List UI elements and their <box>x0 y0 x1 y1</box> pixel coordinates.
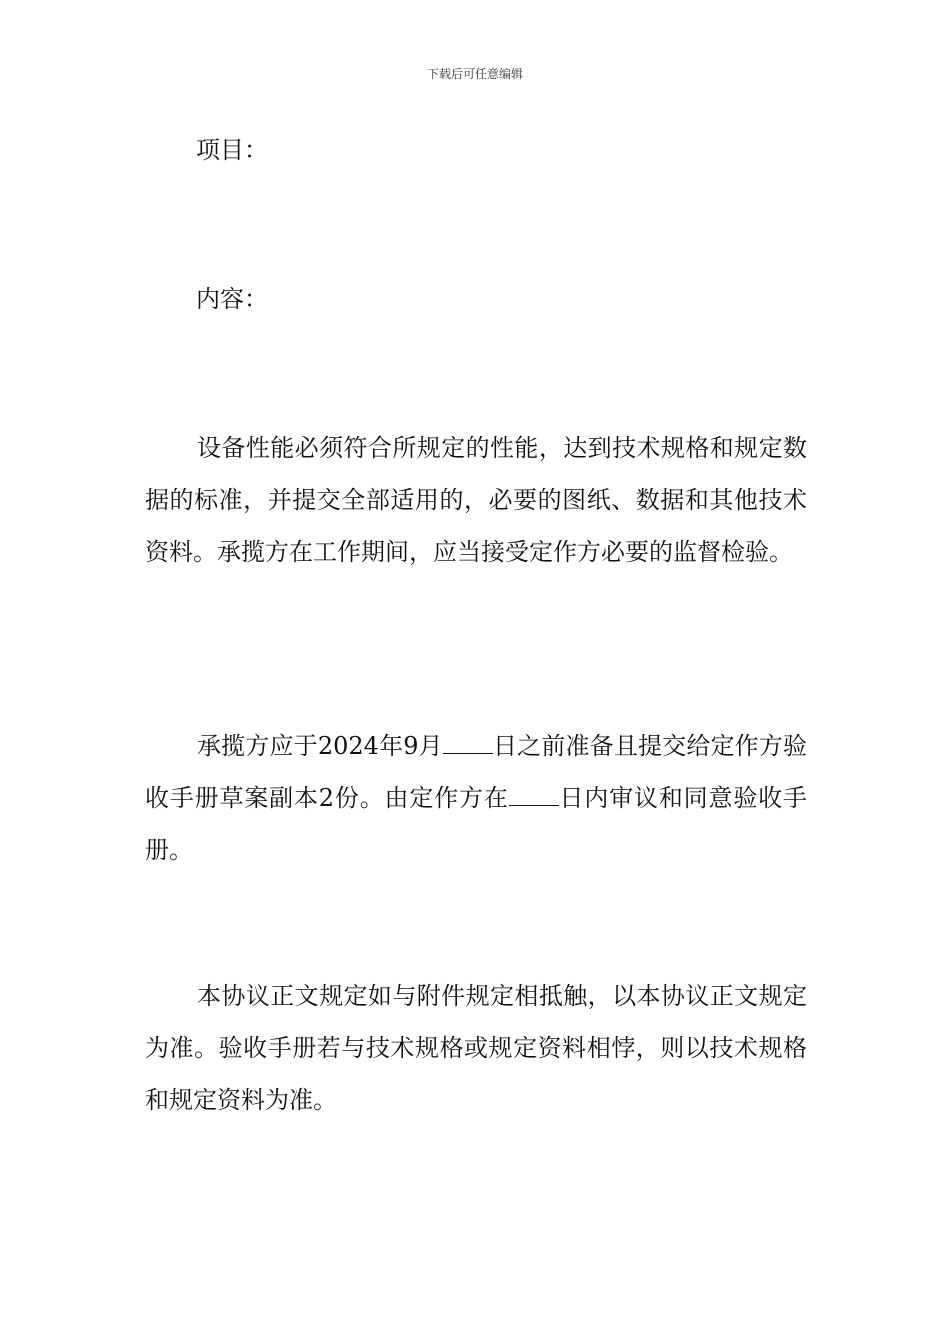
content-label: 内容： <box>196 285 268 313</box>
days-blank-line <box>509 783 559 806</box>
paragraph-precedence-text: 本协议正文规定如与附件规定相抵触，以本协议正文规定为准。验收手册若与技术规格或规定资料相悖，则以技术规格和规定资料为准。 <box>145 982 807 1114</box>
paragraph-acceptance-part1: 承揽方应于2024年9月 <box>197 732 443 760</box>
paragraph-performance <box>145 422 807 578</box>
paragraph-acceptance-part3: 日内审议和同意验收手册。 <box>145 784 807 864</box>
project-label: 项目： <box>196 136 268 164</box>
paragraph-precedence <box>145 970 807 1126</box>
paragraph-performance-text: 设备性能必须符合所规定的性能，达到技术规格和规定数据的标准，并提交全部适用的，必要的图纸、数据和其他技术资料。承揽方在工作期间，应当接受定作方必要的监督检验。 <box>145 434 807 566</box>
paragraph-acceptance-part2: 日之前准备且提交给定作方验收手册草案副本2份。由定作方在 <box>145 732 807 812</box>
page-header-note: 下载后可任意编辑 <box>426 67 523 81</box>
paragraph-acceptance-manual <box>145 720 807 876</box>
date-blank-line <box>443 731 493 754</box>
